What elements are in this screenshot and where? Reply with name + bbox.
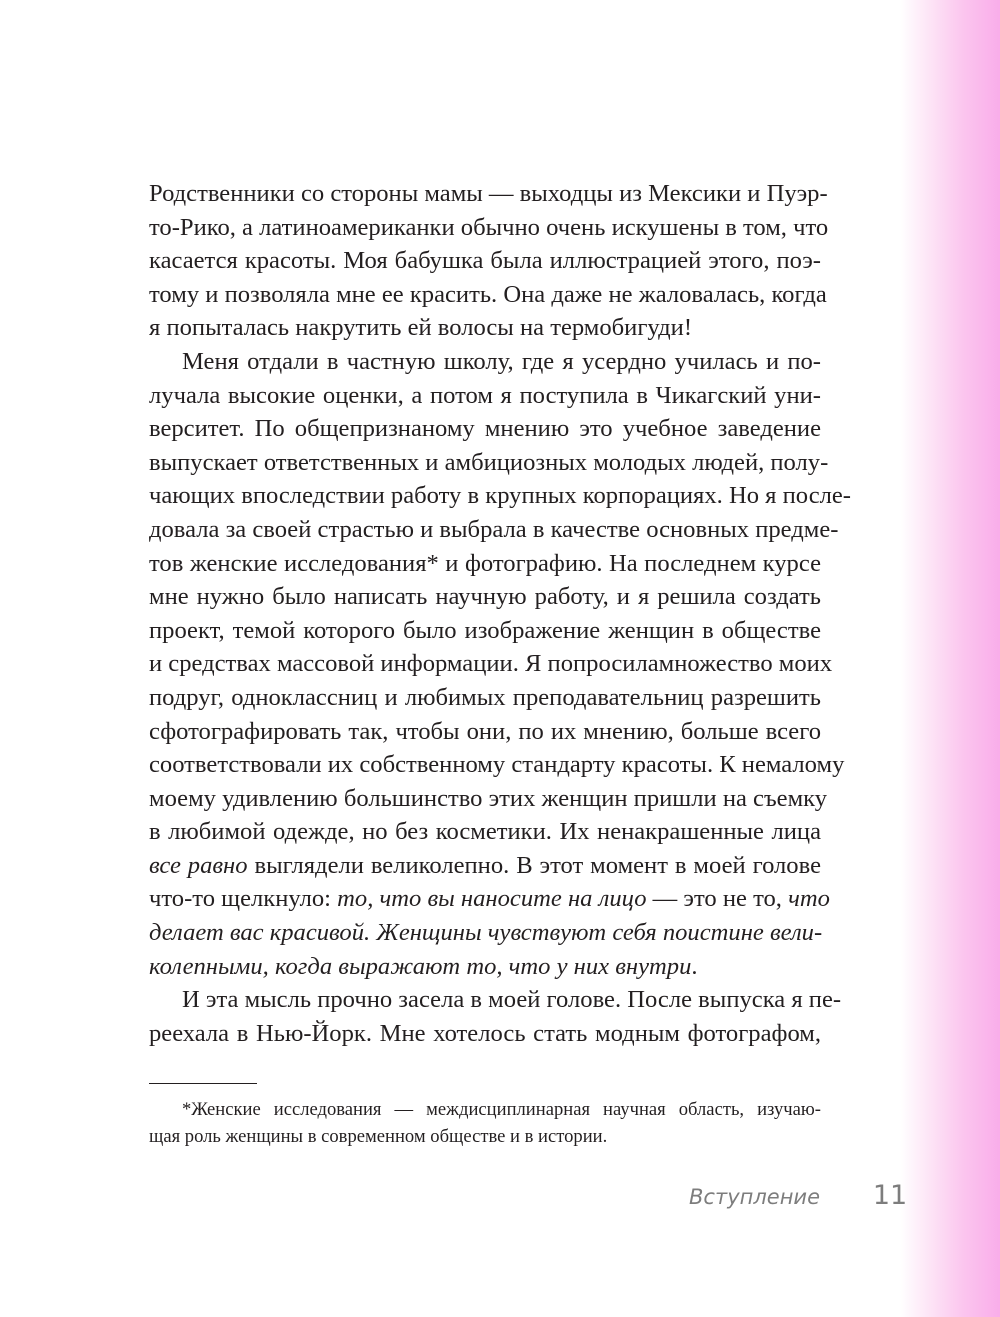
text-line: касается красоты. Моя бабушка была иллюстрацией этого, поэ- bbox=[149, 247, 821, 275]
text-line: сфотографировать так, чтобы они, по их мнению, больше всего bbox=[149, 717, 821, 745]
text-line bbox=[149, 882, 830, 916]
text-line bbox=[149, 849, 821, 883]
italic-phrase: то, что вы наносите на лицо bbox=[337, 885, 647, 913]
text-line: мне нужно было написать научную работу, и я решила создать bbox=[149, 583, 821, 611]
footnote bbox=[149, 1097, 821, 1150]
text-line: тов женские исследования* и фотографию. На последнем курсе bbox=[149, 549, 821, 577]
text-line: Родственники со стороны мамы — выходцы из Мексики и Пуэр- bbox=[149, 180, 828, 207]
text-line: довала за своей страстью и выбрала в качестве основных предме- bbox=[149, 515, 839, 543]
footnote-divider bbox=[149, 1083, 257, 1084]
page-number: 11 bbox=[872, 1180, 908, 1211]
text-fragment: выглядели великолепно. В этот момент в моей голове bbox=[247, 851, 821, 879]
text-line: подруг, одноклассниц и любимых преподавательниц разрешить bbox=[149, 683, 821, 711]
text-line: и средствах массовой информации. Я попросиламножество моих bbox=[149, 650, 833, 678]
text-line: чающих впоследствии работу в крупных корпорациях. Но я после- bbox=[149, 482, 851, 510]
text-line: в любимой одежде, но без косметики. Их ненакрашенные лица bbox=[149, 818, 821, 846]
text-line: лучала высокие оценки, а потом я поступила в Чикагский уни- bbox=[149, 381, 821, 409]
text-line: выпускает ответственных и амбициозных молодых людей, полу- bbox=[149, 448, 829, 476]
running-head: Вступление bbox=[689, 1185, 820, 1209]
text-line: соответствовали их собственному стандарту красоты. К немалому bbox=[149, 751, 845, 779]
text-line: проект, темой которого было изображение женщин в обществе bbox=[149, 616, 821, 644]
text-line: то-Рико, а латиноамериканки обычно очень искушены в том, что bbox=[149, 213, 829, 241]
footnote-line: *Женские исследования — междисциплинарная научная область, изучаю- bbox=[182, 1099, 821, 1120]
text-line: реехала в Нью-Йорк. Мне хотелось стать модным фотографом, bbox=[149, 1019, 821, 1047]
footnote-line: щая роль женщины в современном обществе и в истории. bbox=[149, 1125, 608, 1147]
italic-phrase: делает вас красивой. Женщины чувствуют себя поистине вели- bbox=[149, 919, 823, 947]
text-fragment: что-то щелкнуло: bbox=[149, 885, 338, 913]
text-line bbox=[149, 916, 821, 950]
text-line: я попыталась накрутить ей волосы на термобигуди! bbox=[149, 314, 693, 342]
page-edge-gradient bbox=[900, 0, 1000, 1317]
text-line: верситет. По общепризнаному мнению это учебное заведение bbox=[149, 415, 821, 443]
text-fragment: . bbox=[691, 952, 698, 980]
text-line: И эта мысль прочно засела в моей голове. После выпуска я пе- bbox=[182, 986, 842, 1014]
italic-phrase: колепными, когда выражают то, что у них внутри bbox=[149, 952, 692, 980]
text-line: тому и позволяла мне ее красить. Она даже не жаловалась, когда bbox=[149, 280, 827, 308]
text-fragment: — это не то, bbox=[646, 885, 789, 913]
italic-phrase: что bbox=[788, 885, 830, 913]
text-line: моему удивлению большинство этих женщин пришли на съемку bbox=[149, 784, 828, 812]
italic-phrase: все равно bbox=[149, 851, 248, 879]
text-line bbox=[149, 950, 821, 984]
body-text bbox=[149, 177, 851, 1050]
text-line: Меня отдали в частную школу, где я усердно училась и по- bbox=[182, 347, 821, 375]
